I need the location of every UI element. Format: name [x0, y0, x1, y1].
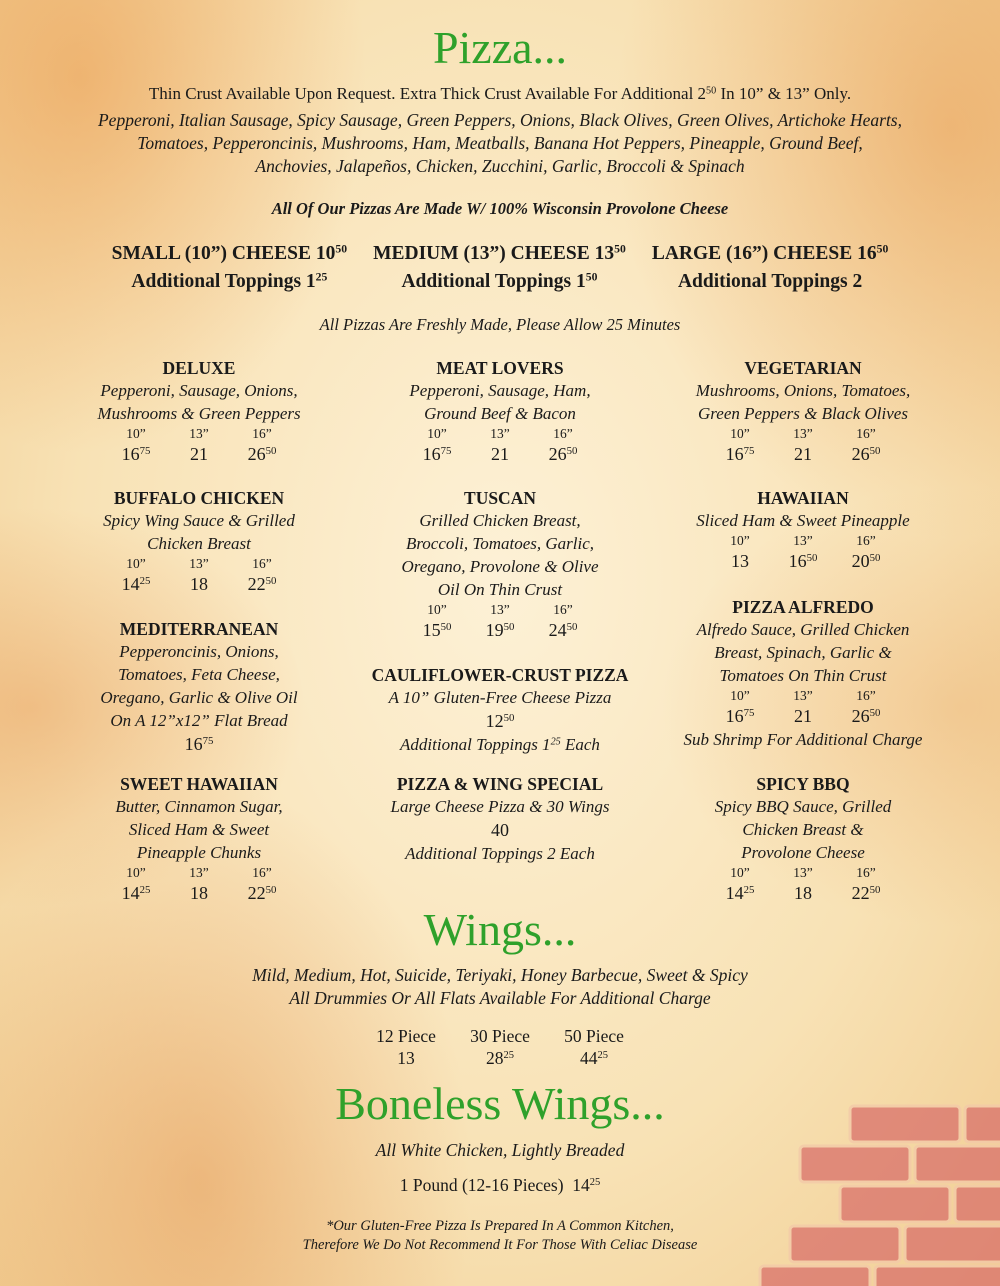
item-desc: On A 12”x12” Flat Bread: [110, 711, 288, 730]
specialty-column-right: [648, 357, 958, 917]
size-13: 13”: [189, 556, 209, 571]
item-desc: Pepperoncinis, Onions,: [119, 642, 279, 661]
price-table: [648, 425, 958, 466]
size-toppings: Additional Toppings 1: [131, 271, 316, 292]
toppings-list: [0, 109, 1000, 178]
item-desc: Large Cheese Pizza & 30 Wings: [390, 797, 610, 816]
price-table: [648, 687, 958, 728]
footnote-line: Therefore We Do Not Recommend It For Those With Celiac Disease: [302, 1237, 698, 1253]
size-13: 13”: [189, 426, 209, 441]
size-toppings: Additional Toppings 2: [677, 271, 863, 292]
wings-option: 30 Piece $28^{25}$: [453, 1025, 547, 1069]
wings-flavors: Mild, Medium, Hot, Suicide, Teriyaki, Honey Barbecue, Sweet & Spicy: [252, 965, 748, 985]
price-table: [345, 425, 655, 466]
item-desc: Oregano, Garlic & Olive Oil: [100, 688, 298, 707]
item-desc: Tomatoes On Thin Crust: [719, 666, 887, 685]
size-10: 10”: [730, 865, 750, 880]
price-table: [44, 425, 354, 466]
wings-option-label: 12 Piece: [376, 1026, 436, 1046]
fresh-note: All Pizzas Are Freshly Made, Please Allow 25 Minutes: [319, 315, 681, 334]
price-10: $14^{25}$: [121, 883, 151, 903]
item-extra: Additional Toppings 2 Each: [405, 844, 595, 863]
item-name: PIZZA ALFREDO: [732, 597, 874, 617]
specialty-deluxe: [44, 357, 354, 466]
price-10: 13: [731, 551, 749, 571]
price-10: $16^{75}$: [422, 444, 452, 464]
price-16: $22^{50}$: [247, 883, 277, 903]
size-10: 10”: [427, 426, 447, 441]
item-desc: Alfredo Sauce, Grilled Chicken: [696, 620, 910, 639]
item-name: DELUXE: [162, 358, 236, 378]
crust-note-text: Thin Crust Available Upon Request. Extra Thick Crust Available For Additional 2: [148, 84, 707, 103]
item-name: MEAT LOVERS: [436, 358, 564, 378]
item-desc: Pepperoni, Sausage, Onions,: [100, 381, 298, 400]
item-desc: Pepperoni, Sausage, Ham,: [409, 381, 591, 400]
price-table: [648, 864, 958, 905]
size-13: 13”: [793, 426, 813, 441]
price-table: [44, 555, 354, 596]
size-cents: 50: [614, 242, 626, 256]
size-toppings: Additional Toppings 1: [401, 271, 586, 292]
specialty-vegetarian: [648, 357, 958, 466]
item-desc: Butter, Cinnamon Sugar,: [115, 797, 283, 816]
price-16: $20^{50}$: [851, 551, 881, 571]
price-table: [648, 532, 958, 573]
size-16: 16”: [856, 533, 876, 548]
size-cents: 50: [335, 242, 348, 256]
item-desc: Breast, Spinach, Garlic &: [714, 643, 892, 662]
wings-option-price: 28: [486, 1048, 504, 1068]
item-price: $12^{50}$: [485, 711, 515, 731]
toppings-cents: 25: [315, 270, 328, 284]
crust-note-cents: 50: [706, 85, 717, 97]
price-table: [345, 601, 655, 642]
specialty-column-left: [44, 357, 354, 917]
size-13: 13”: [490, 602, 510, 617]
item-desc: Mushrooms & Green Peppers: [97, 404, 301, 423]
size-13: 13”: [793, 865, 813, 880]
price-13: $16^{50}$: [788, 551, 818, 571]
item-extra: Sub Shrimp For Additional Charge: [683, 730, 923, 749]
wings-option: [359, 1025, 453, 1069]
item-desc: Pineapple Chunks: [136, 843, 262, 862]
item-name: SWEET HAWAIIAN: [120, 774, 278, 794]
crust-note: [0, 82, 1000, 105]
toppings-cents: 50: [585, 270, 598, 284]
size-13: 13”: [189, 865, 209, 880]
price-16: $22^{50}$: [247, 574, 277, 594]
price-10: $16^{75}$: [725, 706, 755, 726]
gluten-footnote: [0, 1217, 1000, 1255]
size-13: 13”: [490, 426, 510, 441]
price-16: $24^{50}$: [548, 620, 578, 640]
pizza-sizes: [0, 240, 1000, 296]
specialty-pizza-alfredo: [648, 596, 958, 751]
item-desc: Sliced Ham & Sweet: [128, 820, 270, 839]
size-16: 16”: [856, 865, 876, 880]
toppings-line: Tomatoes, Pepperoncinis, Mushrooms, Ham, Meatballs, Banana Hot Peppers, Pineapple, Ground Beef,: [137, 133, 863, 153]
size-10: 10”: [126, 556, 146, 571]
price-13: 18: [190, 883, 208, 903]
crust-note-tail: In 10” & 13” Only.: [716, 84, 852, 103]
size-16: 16”: [252, 865, 272, 880]
item-price: $16^{75}$: [184, 734, 214, 754]
item-desc: Spicy BBQ Sauce, Grilled: [714, 797, 892, 816]
specialty-meat-lovers: [345, 357, 655, 466]
wings-note: All Drummies Or All Flats Available For Additional Charge: [289, 988, 711, 1008]
price-table: [44, 864, 354, 905]
size-16: 16”: [252, 426, 272, 441]
item-name: PIZZA & WING SPECIAL: [396, 774, 604, 794]
item-desc: Chicken Breast &: [742, 820, 864, 839]
specialty-spicy-bbq: [648, 773, 958, 905]
item-desc: A 10” Gluten-Free Cheese Pizza: [388, 688, 612, 707]
size-small: [112, 240, 347, 296]
item-name: VEGETARIAN: [744, 358, 862, 378]
item-desc: Oregano, Provolone & Olive: [401, 557, 599, 576]
item-desc: Green Peppers & Black Olives: [698, 404, 908, 423]
boneless-desc: All White Chicken, Lightly Breaded: [375, 1140, 625, 1160]
price-13: 21: [794, 444, 812, 464]
size-large: [652, 240, 889, 296]
cheese-note: All Of Our Pizzas Are Made W/ 100% Wisconsin Provolone Cheese: [271, 199, 729, 218]
item-desc: Provolone Cheese: [741, 843, 865, 862]
specialty-tuscan: [345, 487, 655, 642]
toppings-line: Anchovies, Jalapeños, Chicken, Zucchini, Garlic, Broccoli & Spinach: [255, 156, 745, 176]
item-name: MEDITERRANEAN: [119, 619, 279, 639]
size-10: 10”: [126, 426, 146, 441]
item-desc: Ground Beef & Bacon: [424, 404, 576, 423]
specialty-sweet-hawaiian: [44, 773, 354, 905]
size-16: 16”: [252, 556, 272, 571]
wings-option-price: 44: [580, 1048, 598, 1068]
size-10: 10”: [126, 865, 146, 880]
boneless-wings-section-title: Boneless Wings...: [335, 1078, 665, 1129]
price-10: $14^{25}$: [121, 574, 151, 594]
size-10: 10”: [730, 426, 750, 441]
item-desc: Spicy Wing Sauce & Grilled: [103, 511, 295, 530]
price-13: 21: [491, 444, 509, 464]
price-13: 18: [190, 574, 208, 594]
specialty-mediterranean: [44, 618, 354, 756]
specialty-pizza-wing-special: [345, 773, 655, 865]
item-name: BUFFALO CHICKEN: [113, 488, 285, 508]
size-label: MEDIUM (13”) CHEESE 13: [373, 243, 615, 264]
price-13: $19^{50}$: [485, 620, 515, 640]
specialty-column-middle: [345, 357, 655, 917]
item-desc: Grilled Chicken Breast,: [419, 511, 581, 530]
wings-section-title: Wings...: [423, 904, 577, 955]
size-10: 10”: [730, 533, 750, 548]
pizza-section-title: Pizza...: [432, 22, 568, 73]
price-13: 21: [794, 706, 812, 726]
item-desc: Mushrooms, Onions, Tomatoes,: [695, 381, 911, 400]
wings-option-price: 13: [397, 1048, 415, 1068]
size-13: 13”: [793, 533, 813, 548]
price-10: $14^{25}$: [725, 883, 755, 903]
item-desc: Chicken Breast: [147, 534, 251, 553]
size-10: 10”: [427, 602, 447, 617]
price-10: $15^{50}$: [422, 620, 452, 640]
price-16: $26^{50}$: [851, 706, 881, 726]
price-10: $16^{75}$: [725, 444, 755, 464]
size-medium: [373, 240, 626, 296]
size-16: 16”: [856, 688, 876, 703]
toppings-line: Pepperoni, Italian Sausage, Spicy Sausage, Green Peppers, Onions, Black Olives, Green Olives, Artichoke Hearts,: [97, 110, 902, 130]
item-name: CAULIFLOWER-CRUST PIZZA: [371, 665, 629, 685]
price-16: $26^{50}$: [548, 444, 578, 464]
item-price: 40: [491, 820, 509, 840]
price-10: $16^{75}$: [121, 444, 151, 464]
specialty-buffalo-chicken: [44, 487, 354, 596]
price-16: $26^{50}$: [851, 444, 881, 464]
item-desc: Oil On Thin Crust: [437, 580, 563, 599]
item-extra: Additional Toppings $1^{25}$ Each: [400, 735, 600, 754]
item-name: HAWAIIAN: [757, 488, 849, 508]
specialty-cauliflower-crust: [345, 664, 655, 756]
item-desc: Tomatoes, Feta Cheese,: [118, 665, 280, 684]
size-13: 13”: [793, 688, 813, 703]
item-desc: Broccoli, Tomatoes, Garlic,: [405, 534, 595, 553]
wings-price-table: [0, 1025, 1000, 1069]
price-13: 21: [190, 444, 208, 464]
size-10: 10”: [730, 688, 750, 703]
footnote-line: *Our Gluten-Free Pizza Is Prepared In A Common Kitchen,: [326, 1218, 674, 1234]
wings-option: 50 Piece $44^{25}$: [547, 1025, 641, 1069]
boneless-price: 1 Pound (12-16 Pieces) $14^{25}$: [399, 1175, 601, 1195]
price-16: $26^{50}$: [247, 444, 277, 464]
price-16: $22^{50}$: [851, 883, 881, 903]
size-16: 16”: [553, 426, 573, 441]
item-desc: Sliced Ham & Sweet Pineapple: [696, 511, 910, 530]
price-13: 18: [794, 883, 812, 903]
size-label: SMALL (10”) CHEESE 10: [111, 243, 336, 264]
wings-option-label: 50 Piece: [564, 1026, 624, 1046]
size-cents: 50: [876, 242, 889, 256]
size-label: LARGE (16”) CHEESE 16: [651, 243, 877, 264]
size-16: 16”: [553, 602, 573, 617]
item-name: SPICY BBQ: [756, 774, 850, 794]
specialty-hawaiian: [648, 487, 958, 573]
wings-option-label: 30 Piece: [470, 1026, 530, 1046]
size-16: 16”: [856, 426, 876, 441]
item-name: TUSCAN: [464, 488, 536, 508]
